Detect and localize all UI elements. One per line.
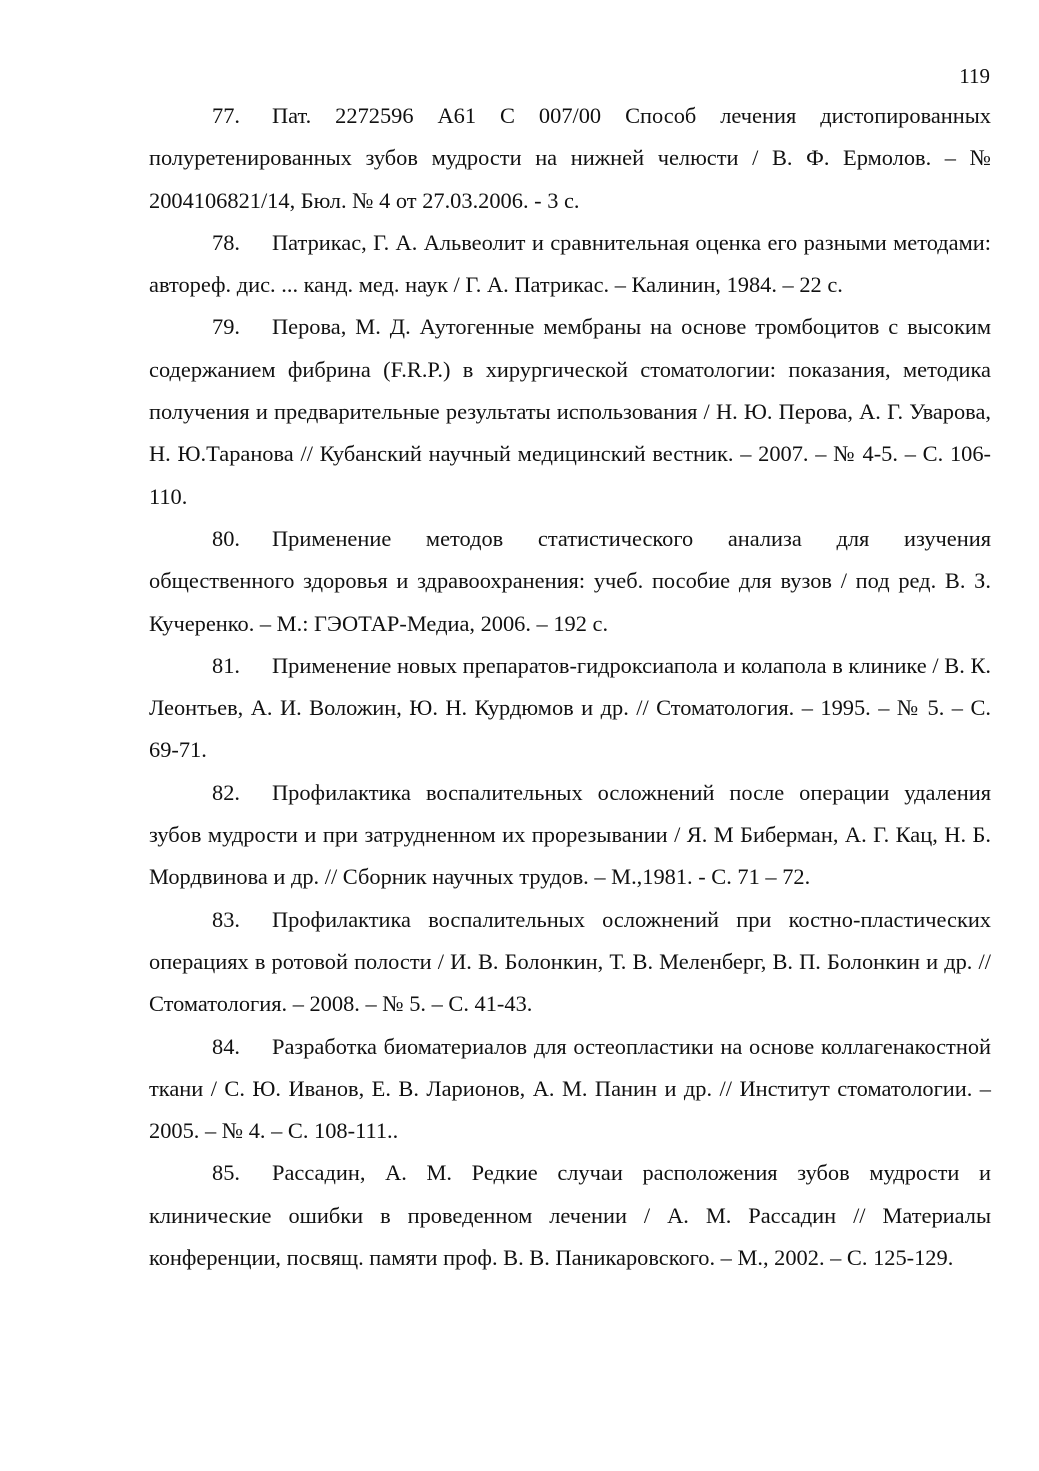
reference-item <box>149 306 991 517</box>
reference-text: Применение новых препаратов-гидроксиапола и колапола в клинике / В. К. Леонтьев, А. И. Воложин, Ю. Н. Курдюмов и др. // Стоматология. – 1995. – № 5. – С. 69-71. <box>149 652 991 763</box>
reference-text: Перова, М. Д. Аутогенные мембраны на основе тромбоцитов с высоким содержанием фибрина (F.R.P.) в хирургической стоматологии: показания, методика получения и предварительные результаты использования / Н. Ю. Перова, А. Г. Уварова, Н. Ю.Таранова // Кубанский научный медицинский вестник. – 2007. – № 4-5. – С. 106-110. <box>149 314 991 509</box>
reference-number: 80. <box>212 525 240 551</box>
reference-item <box>149 772 991 899</box>
page-number: 119 <box>959 64 990 88</box>
reference-number: 84. <box>212 1033 240 1059</box>
reference-item <box>149 1152 991 1279</box>
reference-item <box>149 95 991 222</box>
reference-text: Разработка биоматериалов для остеопластики на основе коллагенакостной ткани / С. Ю. Иванов, Е. В. Ларионов, А. М. Панин и др. // Институт стоматологии. – 2005. – № 4. – С. 108-111.. <box>149 1033 991 1144</box>
reference-text: Патрикас, Г. А. Альвеолит и сравнительная оценка его разными методами: автореф. дис. ... канд. мед. наук / Г. А. Патрикас. – Калинин, 1984. – 22 с. <box>149 229 991 298</box>
reference-text: Пат. 2272596 A61 C 007/00 Способ лечения дистопированных полуретенированных зубов мудрости на нижней челюсти / В. Ф. Ермолов. – № 2004106821/14, Бюл. № 4 от 27.03.2006. - 3 с. <box>149 103 991 213</box>
reference-item <box>149 645 991 772</box>
reference-number: 83. <box>212 906 240 932</box>
reference-text: Рассадин, А. М. Редкие случаи расположения зубов мудрости и клинические ошибки в проведенном лечении / А. М. Рассадин // Материалы конференции, посвящ. памяти проф. В. В. Паникаровского. – М., 2002. – С. 125-129. <box>149 1160 991 1271</box>
reference-text: Применение методов статистического анализа для изучения общественного здоровья и здравоохранения: учеб. пособие для вузов / под ред. В. З. Кучеренко. – М.: ГЭОТАР-Медиа, 2006. – 192 с. <box>149 525 991 636</box>
reference-number: 77. <box>212 103 240 128</box>
reference-item <box>149 518 991 645</box>
reference-item <box>149 899 991 1026</box>
reference-number: 81. <box>212 652 240 678</box>
reference-number: 82. <box>212 779 240 805</box>
reference-item <box>149 1026 991 1153</box>
reference-text: Профилактика воспалительных осложнений при костно-пластических операциях в ротовой полости / И. В. Болонкин, Т. В. Меленберг, В. П. Болонкин и др. // Стоматология. – 2008. – № 5. – С. 41-43. <box>149 906 991 1017</box>
reference-number: 79. <box>212 314 240 340</box>
reference-number: 78. <box>212 229 240 255</box>
reference-text: Профилактика воспалительных осложнений после операции удаления зубов мудрости и при затрудненном их прорезывании / Я. М Биберман, А. Г. Кац, Н. Б. Мордвинова и др. // Сборник научных трудов. – М.,1981. - С. 71 – 72. <box>149 779 991 890</box>
reference-item <box>149 222 991 307</box>
reference-number: 85. <box>212 1160 240 1186</box>
reference-list <box>149 95 991 1279</box>
